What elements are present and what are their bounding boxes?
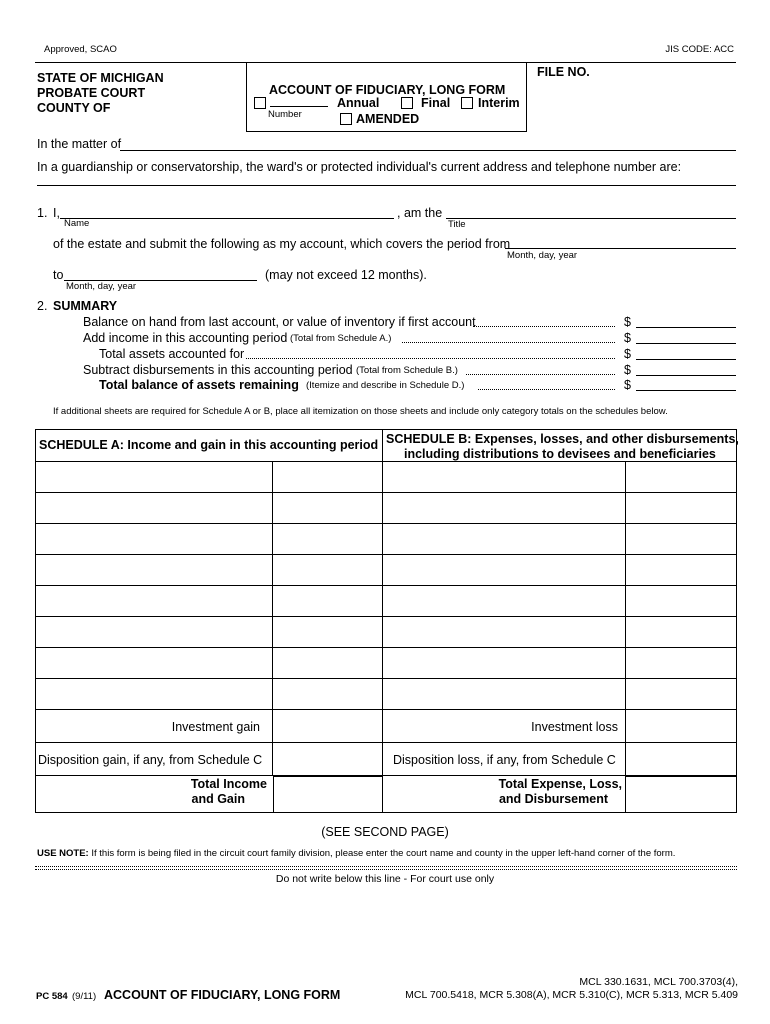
schedule-a-amount-cell[interactable] (273, 648, 382, 678)
table-top-rule (35, 429, 737, 430)
schedule-a-item-cell[interactable] (36, 462, 272, 492)
interim-label: Interim (478, 96, 520, 110)
leader-dots (402, 342, 615, 343)
total-expense-amount[interactable] (625, 776, 737, 813)
matter-label: In the matter of (37, 137, 122, 151)
leader-dots (478, 389, 615, 390)
dollar-sign: $ (624, 347, 631, 361)
matter-field[interactable] (120, 150, 736, 151)
court-line-probate: PROBATE COURT (37, 86, 146, 100)
schedule-a-title: SCHEDULE A: Income and gain in this accounting period (39, 438, 379, 452)
additional-sheets-note: If additional sheets are required for Schedule A or B, place all itemization on those sheets and include only category totals on the schedules below. (53, 406, 668, 417)
investment-loss-amount[interactable] (626, 710, 736, 742)
address-field[interactable] (37, 185, 736, 186)
max-period-text: (may not exceed 12 months). (265, 268, 427, 282)
schedule-a-item-cell[interactable] (36, 555, 272, 585)
from-date-sub-label: Month, day, year (507, 250, 578, 261)
schedule-a-amount-cell[interactable] (273, 586, 382, 616)
investment-gain-amount[interactable] (273, 710, 382, 742)
court-use-divider (35, 866, 737, 867)
summary-line-text: Subtract disbursements in this accounting period (83, 363, 353, 377)
footer-form-title: ACCOUNT OF FIDUCIARY, LONG FORM (104, 988, 341, 1002)
schedule-b-amount-cell[interactable] (626, 462, 736, 492)
item1-i-label: I, (53, 206, 60, 220)
schedule-a-item-cell[interactable] (36, 586, 272, 616)
item1-number: 1. (37, 206, 48, 220)
title-field[interactable] (446, 218, 736, 219)
schedule-a-amount-cell[interactable] (273, 493, 382, 523)
schedule-b-title-line1: SCHEDULE B: Expenses, losses, and other disbursements, (386, 432, 739, 446)
schedule-a-item-cell[interactable] (36, 617, 272, 647)
schedule-b-amount-cell[interactable] (626, 648, 736, 678)
investment-gain-label: Investment gain (171, 720, 260, 734)
court-name (37, 71, 164, 116)
file-no-label: FILE NO. (537, 65, 590, 79)
balance-amount-field[interactable] (636, 327, 736, 328)
schedule-b-item-cell[interactable] (383, 679, 625, 709)
court-line-county: COUNTY OF (37, 101, 111, 115)
annual-checkbox[interactable] (254, 97, 266, 109)
use-note (37, 848, 675, 859)
schedule-b-amount-cell[interactable] (626, 555, 736, 585)
total-expense-line1: Total Expense, Loss, (498, 777, 622, 791)
summary-line-note: (Itemize and describe in Schedule D.) (306, 380, 465, 391)
dollar-sign: $ (624, 331, 631, 345)
title-sub-label: Title (448, 219, 466, 230)
total-income-line2: and Gain (191, 792, 245, 806)
schedule-b-amount-cell[interactable] (626, 524, 736, 554)
footer-authority-line2: MCL 700.5418, MCR 5.308(A), MCR 5.310(C), MCR 5.313, MCR 5.409 (405, 989, 738, 1001)
amended-checkbox[interactable] (340, 113, 352, 125)
to-label: to (53, 268, 64, 282)
schedule-a-amount-cell[interactable] (273, 462, 382, 492)
disbursements-amount-field[interactable] (636, 375, 736, 376)
schedule-a-item-cell[interactable] (36, 648, 272, 678)
table-right-rule (736, 429, 737, 813)
schedule-a-item-cell[interactable] (36, 524, 272, 554)
disposition-loss-label: Disposition loss, if any, from Schedule C (393, 753, 616, 767)
total-assets-amount-field[interactable] (636, 359, 736, 360)
schedule-a-amount-cell[interactable] (273, 524, 382, 554)
guardianship-text: In a guardianship or conservatorship, the ward's or protected individual's current address and telephone number are: (37, 160, 682, 174)
final-checkbox[interactable] (401, 97, 413, 109)
leader-dots (466, 374, 615, 375)
approved-label: Approved, SCAO (44, 44, 117, 55)
footer-authority (405, 976, 738, 1002)
schedule-a-item-cell[interactable] (36, 493, 272, 523)
form-revision: (9/11) (72, 991, 97, 1002)
summary-number: 2. (37, 299, 48, 313)
schedule-a-item-cell[interactable] (36, 679, 272, 709)
use-note-text: If this form is being filed in the circuit court family division, please enter the court name and county in the upper left-hand corner of the form. (91, 848, 676, 859)
schedule-b-amount-cell[interactable] (626, 493, 736, 523)
schedule-b-item-cell[interactable] (383, 493, 625, 523)
fiduciary-name-field[interactable] (60, 218, 394, 219)
summary-line-text: Total balance of assets remaining (99, 378, 299, 392)
schedule-b-amount-cell[interactable] (626, 679, 736, 709)
total-income-amount[interactable] (273, 776, 383, 813)
dollar-sign: $ (624, 315, 631, 329)
dollar-sign: $ (624, 378, 631, 392)
disposition-gain-amount[interactable] (273, 743, 382, 775)
court-use-divider (35, 869, 737, 870)
schedule-b-title-line2: including distributions to devisees and beneficiaries (404, 447, 716, 461)
annual-label: Annual (337, 96, 380, 110)
schedule-b-item-cell[interactable] (383, 462, 625, 492)
disposition-gain-label: Disposition gain, if any, from Schedule C (38, 753, 263, 767)
investment-loss-label: Investment loss (531, 720, 618, 734)
total-expense-line2: and Disbursement (498, 792, 608, 806)
jis-code-label: JIS CODE: ACC (665, 44, 734, 55)
form-number: PC 584 (36, 991, 68, 1002)
schedule-a-amount-cell[interactable] (273, 555, 382, 585)
schedule-b-amount-cell[interactable] (626, 586, 736, 616)
to-date-sub-label: Month, day, year (66, 281, 137, 292)
summary-line-text: Total assets accounted for (99, 347, 245, 361)
schedule-a-amount-cell[interactable] (273, 617, 382, 647)
court-line-state: STATE OF MICHIGAN (37, 71, 164, 85)
see-second-page: (SEE SECOND PAGE) (321, 825, 449, 839)
court-use-label: Do not write below this line - For court use only (275, 873, 495, 885)
header-box-bottom (246, 131, 527, 132)
leader-dots (246, 358, 615, 359)
remaining-amount-field[interactable] (636, 390, 736, 391)
schedule-b-item-cell[interactable] (383, 586, 625, 616)
summary-line-note: (Total from Schedule B.) (356, 365, 458, 376)
annual-number-field[interactable] (270, 106, 328, 107)
total-income-line1: Total Income (190, 777, 267, 791)
am-the-label: , am the (397, 206, 443, 220)
amended-label: AMENDED (356, 112, 420, 126)
header-top-rule (35, 62, 736, 63)
dollar-sign: $ (624, 363, 631, 377)
footer-authority-line1: MCL 330.1631, MCL 700.3703(4), (579, 976, 738, 988)
interim-checkbox[interactable] (461, 97, 473, 109)
name-sub-label: Name (64, 218, 90, 229)
summary-line-note: (Total from Schedule A.) (290, 333, 392, 344)
schedule-b-amount-cell[interactable] (626, 617, 736, 647)
summary-line-text: Add income in this accounting period (83, 331, 288, 345)
schedule-b-item-cell[interactable] (383, 617, 625, 647)
header-divider-right (526, 62, 527, 132)
disposition-loss-amount[interactable] (626, 743, 736, 775)
schedule-b-item-cell[interactable] (383, 648, 625, 678)
income-amount-field[interactable] (636, 343, 736, 344)
header-divider-left (246, 62, 247, 132)
use-note-label: USE NOTE: (37, 848, 89, 859)
estate-text: of the estate and submit the following as my account, which covers the period from (53, 237, 511, 251)
number-label: Number (268, 109, 302, 120)
period-from-field[interactable] (505, 248, 736, 249)
schedule-b-item-cell[interactable] (383, 524, 625, 554)
schedule-b-item-cell[interactable] (383, 555, 625, 585)
form-heading: ACCOUNT OF FIDUCIARY, LONG FORM (269, 83, 506, 97)
schedule-a-amount-cell[interactable] (273, 679, 382, 709)
summary-heading: SUMMARY (53, 299, 118, 313)
total-income-label (36, 777, 267, 807)
summary-line-text: Balance on hand from last account, or value of inventory if first account (83, 315, 476, 329)
final-label: Final (421, 96, 451, 110)
leader-dots (473, 326, 615, 327)
total-expense-label (383, 777, 622, 807)
